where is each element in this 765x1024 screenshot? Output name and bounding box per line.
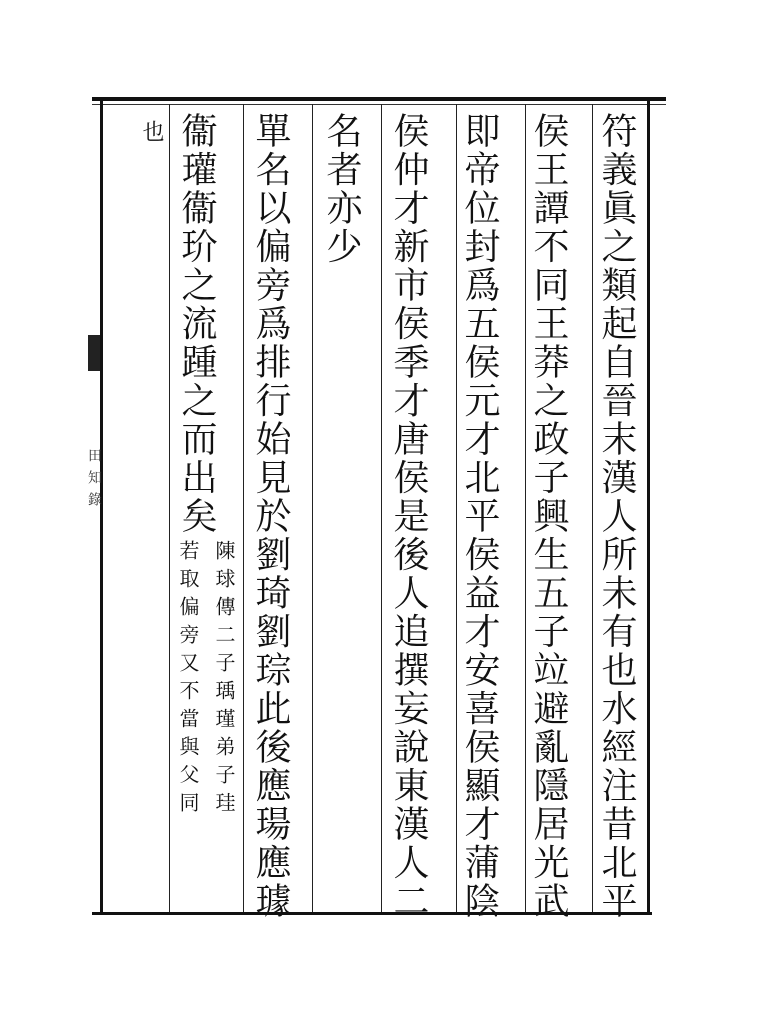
left-border — [100, 100, 103, 915]
column-divider — [243, 104, 244, 912]
page-margin — [86, 100, 100, 915]
text-column: 也 — [139, 120, 164, 142]
annotation-line: 陳球傳二子瑀瑾弟子珪 — [212, 540, 236, 820]
top-border-inner — [92, 104, 666, 105]
column-divider — [456, 104, 457, 912]
margin-char: 錄 — [86, 492, 102, 506]
text-column: 衞瓘衞玠之流踵之而出矣 — [176, 112, 217, 536]
text-column: 即帝位封爲五侯元才北平侯益才安喜侯顯才蒲陰 — [459, 112, 500, 921]
margin-char: 知 — [86, 470, 102, 484]
right-border — [647, 100, 650, 915]
top-border — [92, 97, 666, 101]
column-divider — [169, 104, 170, 912]
text-column: 符義眞之類起自晉末漢人所未有也水經注昔北平 — [596, 112, 637, 921]
column-divider — [525, 104, 526, 912]
column-divider — [312, 104, 313, 912]
column-divider — [381, 104, 382, 912]
text-column: 名者亦少 — [321, 112, 362, 266]
text-column: 單名以偏旁爲排行始見於劉琦劉琮此後應瑒應璩 — [250, 112, 291, 921]
text-column: 侯王譚不同王莽之政子興生五子竝避亂隱居光武 — [528, 112, 569, 921]
annotation-line: 若取偏旁又不當與父同 — [176, 540, 200, 820]
fishtail-mark — [88, 335, 100, 371]
column-divider — [592, 104, 593, 912]
margin-char: 田 — [86, 448, 102, 462]
text-column: 侯仲才新市侯季才唐侯是後人追撰妄說東漢人二 — [388, 112, 429, 921]
